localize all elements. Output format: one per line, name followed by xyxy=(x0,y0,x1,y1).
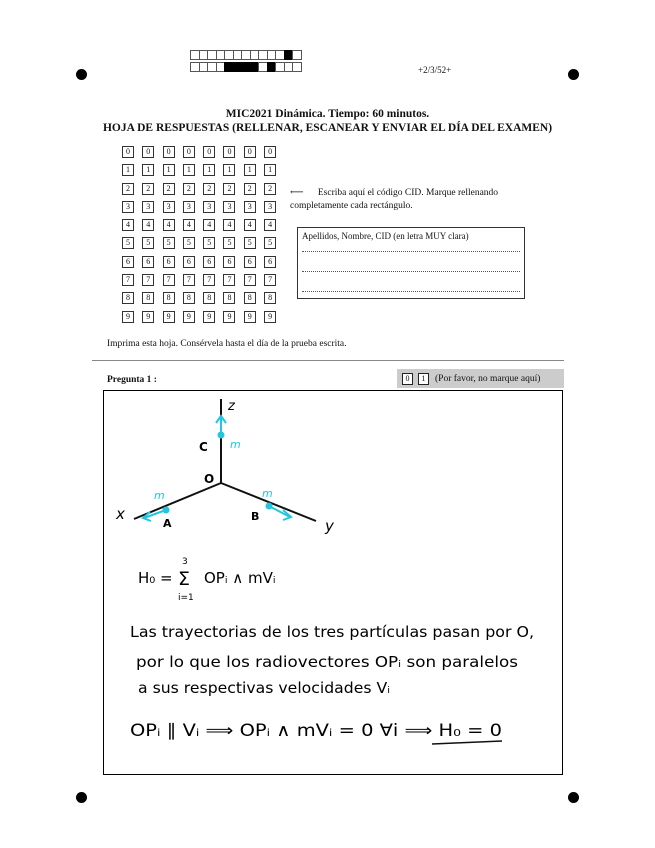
cid-digit-box[interactable]: 8 xyxy=(244,292,256,304)
name-box[interactable] xyxy=(297,227,525,299)
cid-digit-box[interactable]: 7 xyxy=(223,274,235,286)
cid-digit-box[interactable]: 4 xyxy=(122,219,134,231)
cid-digit-box[interactable]: 3 xyxy=(244,201,256,213)
cid-digit-box[interactable]: 5 xyxy=(244,237,256,249)
cid-digit-box[interactable]: 5 xyxy=(122,237,134,249)
cid-digit-box[interactable]: 1 xyxy=(264,164,276,176)
cid-instructions xyxy=(290,187,550,213)
barcode-bottom xyxy=(190,62,301,72)
conclusion-underline xyxy=(432,741,502,744)
cid-digit-box[interactable]: 0 xyxy=(264,146,276,158)
mass-a-label: m xyxy=(154,489,165,502)
cid-digit-box[interactable]: 5 xyxy=(203,237,215,249)
left-arrow-icon: ⟵ xyxy=(290,188,304,198)
cid-digit-box[interactable]: 2 xyxy=(183,183,195,195)
cid-digit-box[interactable]: 9 xyxy=(163,311,175,323)
cid-digit-box[interactable]: 2 xyxy=(223,183,235,195)
cid-digit-box[interactable]: 9 xyxy=(183,311,195,323)
cid-digit-box[interactable]: 5 xyxy=(142,237,154,249)
grader-mark-note: (Por favor, no marque aquí) xyxy=(435,373,541,384)
explanation-line-3: a sus respectivas velocidades Vᵢ xyxy=(138,679,390,697)
cid-row xyxy=(122,164,284,182)
cid-digit-box[interactable]: 6 xyxy=(163,256,175,268)
cid-row xyxy=(122,292,284,310)
cid-digit-box[interactable]: 8 xyxy=(142,292,154,304)
name-line[interactable] xyxy=(302,252,520,272)
cid-digit-box[interactable]: 6 xyxy=(142,256,154,268)
cid-digit-box[interactable]: 9 xyxy=(244,311,256,323)
cid-digit-box[interactable]: 7 xyxy=(264,274,276,286)
cid-digit-box[interactable]: 2 xyxy=(142,183,154,195)
cid-digit-box[interactable]: 8 xyxy=(163,292,175,304)
barcode-top xyxy=(190,50,301,60)
divider xyxy=(92,360,564,361)
cid-digit-box[interactable]: 6 xyxy=(122,256,134,268)
y-axis-label: y xyxy=(325,517,334,535)
cid-digit-box[interactable]: 2 xyxy=(244,183,256,195)
sheet-title: HOJA DE RESPUESTAS (RELLENAR, ESCANEAR Y ENVIAR EL DÍA DEL EXAMEN) xyxy=(102,122,553,134)
explanation-line-2: por lo que los radiovectores OPᵢ son paralelos xyxy=(136,653,518,671)
cid-row xyxy=(122,311,284,329)
cid-digit-box[interactable]: 3 xyxy=(264,201,276,213)
page-code: +2/3/52+ xyxy=(418,65,452,75)
sum-upper-limit: 3 xyxy=(182,557,188,567)
mass-b-label: m xyxy=(262,487,273,500)
cid-digit-box[interactable]: 0 xyxy=(244,146,256,158)
origin-label: O xyxy=(204,472,215,486)
cid-digit-box[interactable]: 1 xyxy=(122,164,134,176)
cid-digit-box[interactable]: 1 xyxy=(183,164,195,176)
cid-digit-box[interactable]: 6 xyxy=(203,256,215,268)
registration-mark-bottom-left xyxy=(76,792,87,803)
name-box-label: Apellidos, Nombre, CID (en letra MUY clara) xyxy=(302,231,469,241)
cid-digit-box[interactable]: 6 xyxy=(223,256,235,268)
cid-digit-box[interactable]: 7 xyxy=(183,274,195,286)
cid-digit-box[interactable]: 0 xyxy=(183,146,195,158)
cid-row xyxy=(122,146,284,164)
cid-digit-box[interactable]: 4 xyxy=(183,219,195,231)
cid-digit-box[interactable]: 7 xyxy=(203,274,215,286)
cid-digit-box[interactable]: 4 xyxy=(223,219,235,231)
grader-mark-bar xyxy=(397,369,564,388)
cid-digit-box[interactable]: 1 xyxy=(203,164,215,176)
cid-digit-box[interactable]: 9 xyxy=(223,311,235,323)
mass-c-label: m xyxy=(230,438,241,451)
cid-digit-box[interactable]: 1 xyxy=(244,164,256,176)
cid-digit-box[interactable]: 5 xyxy=(183,237,195,249)
cid-digit-box[interactable]: 2 xyxy=(264,183,276,195)
cid-digit-box[interactable]: 2 xyxy=(163,183,175,195)
cid-digit-box[interactable]: 7 xyxy=(122,274,134,286)
cid-digit-box[interactable]: 2 xyxy=(122,183,134,195)
cid-digit-box[interactable]: 9 xyxy=(203,311,215,323)
cid-digit-box[interactable]: 7 xyxy=(142,274,154,286)
point-a-label: A xyxy=(163,517,172,530)
cid-digit-box[interactable]: 4 xyxy=(264,219,276,231)
z-axis-label: z xyxy=(228,399,235,414)
cid-digit-box[interactable]: 4 xyxy=(163,219,175,231)
name-line[interactable] xyxy=(302,241,520,252)
cid-digit-box[interactable]: 4 xyxy=(244,219,256,231)
cid-digit-box[interactable]: 9 xyxy=(264,311,276,323)
cid-digit-box[interactable]: 5 xyxy=(223,237,235,249)
point-c-label: C xyxy=(199,440,208,454)
cid-digit-box[interactable]: 8 xyxy=(223,292,235,304)
grader-mark-1[interactable]: 1 xyxy=(418,373,429,385)
grader-mark-0[interactable]: 0 xyxy=(402,373,413,385)
velocity-b-arrow xyxy=(269,506,290,517)
cid-digit-box[interactable]: 5 xyxy=(163,237,175,249)
cid-digit-box[interactable]: 1 xyxy=(223,164,235,176)
cid-digit-box[interactable]: 8 xyxy=(203,292,215,304)
cid-digit-box[interactable]: 3 xyxy=(183,201,195,213)
point-b-label: B xyxy=(251,510,260,523)
cid-digit-box[interactable]: 0 xyxy=(223,146,235,158)
answer-box[interactable] xyxy=(103,390,563,775)
sum-sign: Σ xyxy=(178,568,191,590)
instructions-text: Escriba aquí el código CID. Marque rellenando completamente cada rectángulo. xyxy=(290,188,499,211)
name-line[interactable] xyxy=(302,272,520,292)
cid-row xyxy=(122,274,284,292)
cid-digit-box[interactable]: 6 xyxy=(244,256,256,268)
cid-grid xyxy=(122,146,284,329)
cid-digit-box[interactable]: 7 xyxy=(244,274,256,286)
cid-digit-box[interactable]: 3 xyxy=(203,201,215,213)
cid-digit-box[interactable]: 3 xyxy=(223,201,235,213)
cid-digit-box[interactable]: 3 xyxy=(163,201,175,213)
exam-title: MIC2021 Dinámica. Tiempo: 60 minutos. xyxy=(225,108,430,120)
cid-digit-box[interactable]: 9 xyxy=(142,311,154,323)
cid-digit-box[interactable]: 8 xyxy=(183,292,195,304)
question-label: Pregunta 1 : xyxy=(107,375,157,385)
cid-digit-box[interactable]: 1 xyxy=(142,164,154,176)
cid-row xyxy=(122,183,284,201)
registration-mark-top-left xyxy=(76,69,87,80)
cid-digit-box[interactable]: 8 xyxy=(122,292,134,304)
cid-row xyxy=(122,256,284,274)
cid-digit-box[interactable]: 7 xyxy=(163,274,175,286)
cid-digit-box[interactable]: 0 xyxy=(142,146,154,158)
registration-mark-bottom-right xyxy=(568,792,579,803)
cid-digit-box[interactable]: 4 xyxy=(203,219,215,231)
sum-lower-limit: i=1 xyxy=(178,593,194,603)
registration-mark-top-right xyxy=(568,69,579,80)
conclusion: OPᵢ ∥ Vᵢ ⟹ OPᵢ ∧ mVᵢ = 0 ∀i ⟹ H₀ = 0 xyxy=(130,721,503,741)
cid-digit-box[interactable]: 0 xyxy=(122,146,134,158)
cid-digit-box[interactable]: 4 xyxy=(142,219,154,231)
cid-digit-box[interactable]: 5 xyxy=(264,237,276,249)
cid-row xyxy=(122,201,284,219)
cid-digit-box[interactable]: 3 xyxy=(142,201,154,213)
cid-digit-box[interactable]: 9 xyxy=(122,311,134,323)
cid-digit-box[interactable]: 0 xyxy=(163,146,175,158)
cid-digit-box[interactable]: 6 xyxy=(183,256,195,268)
cid-row xyxy=(122,237,284,255)
handwritten-answer xyxy=(104,391,564,776)
explanation-line-1: Las trayectorias de los tres partículas pasan por O, xyxy=(130,623,534,641)
equation-lhs: H₀ = xyxy=(138,569,173,587)
cid-digit-box[interactable]: 3 xyxy=(122,201,134,213)
x-axis-label: x xyxy=(116,505,125,523)
cid-digit-box[interactable]: 2 xyxy=(203,183,215,195)
cid-digit-box[interactable]: 1 xyxy=(163,164,175,176)
cid-digit-box[interactable]: 6 xyxy=(264,256,276,268)
cid-row xyxy=(122,219,284,237)
cid-digit-box[interactable]: 8 xyxy=(264,292,276,304)
print-note: Imprima esta hoja. Consérvela hasta el día de la prueba escrita. xyxy=(107,339,347,349)
cid-digit-box[interactable]: 0 xyxy=(203,146,215,158)
equation-rhs: OPᵢ ∧ mVᵢ xyxy=(204,569,276,587)
